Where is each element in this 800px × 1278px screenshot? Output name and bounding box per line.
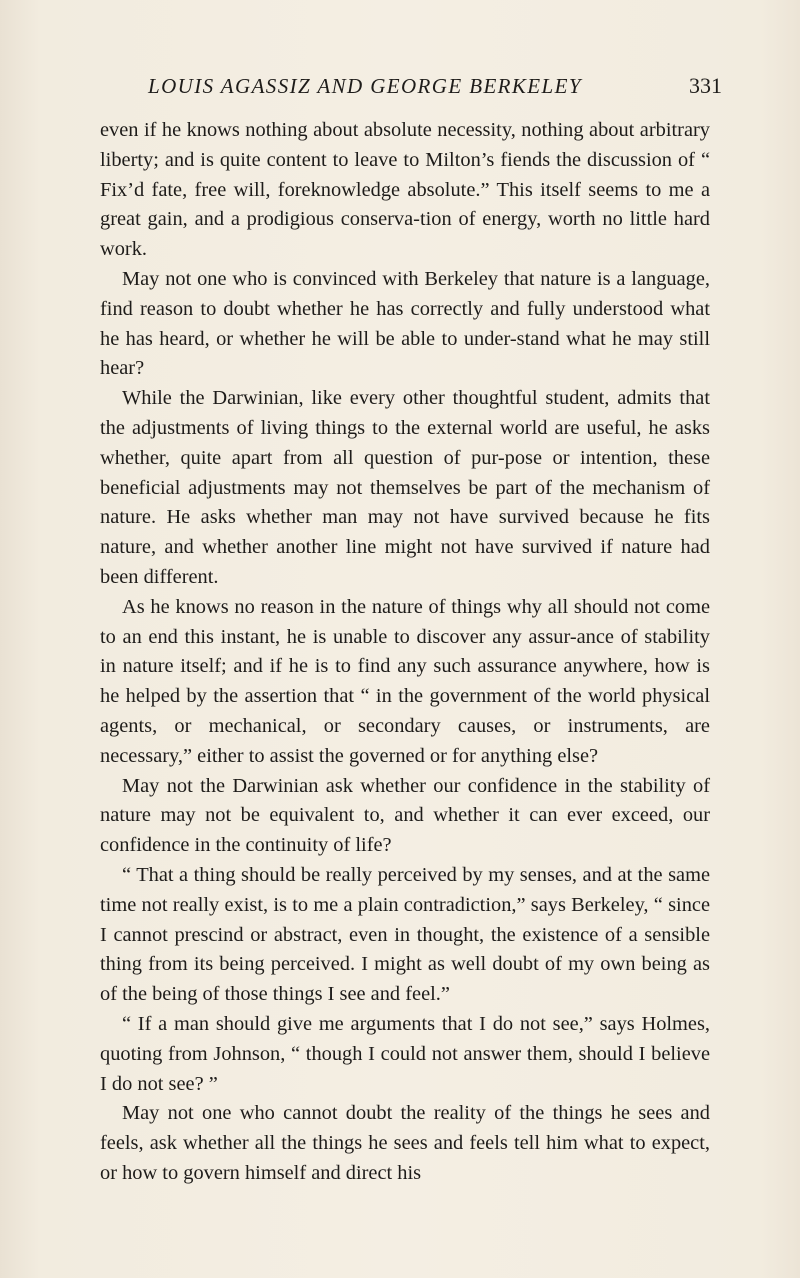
page-number: 331 (689, 73, 722, 98)
paragraph-1: even if he knows nothing about absolute necessity, nothing about arbitrary liberty; and is quite content to leave to Milton’s fiends the discussion of “ Fix’d fate, free will, foreknowledge absolute.” This itself seems to me a great gain, and a prodigious conserva-tion of energy, worth no little hard work. (100, 119, 710, 261)
running-title: LOUIS AGASSIZ AND GEORGE BERKELEY (148, 74, 582, 98)
paragraph-3: While the Darwinian, like every other thoughtful student, admits that the adjustments of living things to the external world are useful, he asks whether, quite apart from all question of pur-pose or intention, these beneficial adjustments may not themselves be part of the mechanism of nature. He asks whether man may not have survived because he fits nature, and whether another line might not have survived if nature had been different. (100, 387, 710, 588)
running-head (100, 74, 722, 104)
paragraph-8: May not one who cannot doubt the reality of the things he sees and feels, ask whether all the things he sees and feels tell him what to expect, or how to govern himself and direct his (100, 1102, 710, 1184)
paragraph-5: May not the Darwinian ask whether our confidence in the stability of nature may not be equivalent to, and whether it can ever exceed, our confidence in the continuity of life? (100, 774, 710, 857)
paragraph-6: “ That a thing should be really perceived by my senses, and at the same time not really exist, is to me a plain contradiction,” says Berkeley, “ since I cannot prescind or abstract, even in thought, the existence of a sensible thing from its being perceived. I might as well doubt of my own being as of the being of those things I see and feel.” (100, 863, 710, 1006)
paragraph-2: May not one who is convinced with Berkeley that nature is a language, find reason to doubt whether he has correctly and fully understood what he has heard, or whether he will be able to under-stand what he may still hear? (100, 267, 710, 380)
paragraph-4: As he knows no reason in the nature of things why all should not come to an end this instant, he is unable to discover any assur-ance of stability in nature itself; and if he is to find any such assurance anywhere, how is he helped by the assertion that “ in the government of the world physical agents, or mechanical, or secondary causes, or instruments, are necessary,” either to assist the governed or for anything else? (100, 595, 710, 767)
body-text (100, 116, 710, 1189)
paragraph-7: “ If a man should give me arguments that I do not see,” says Holmes, quoting from Johnson, “ though I could not answer them, should I believe I do not see? ” (100, 1012, 710, 1095)
